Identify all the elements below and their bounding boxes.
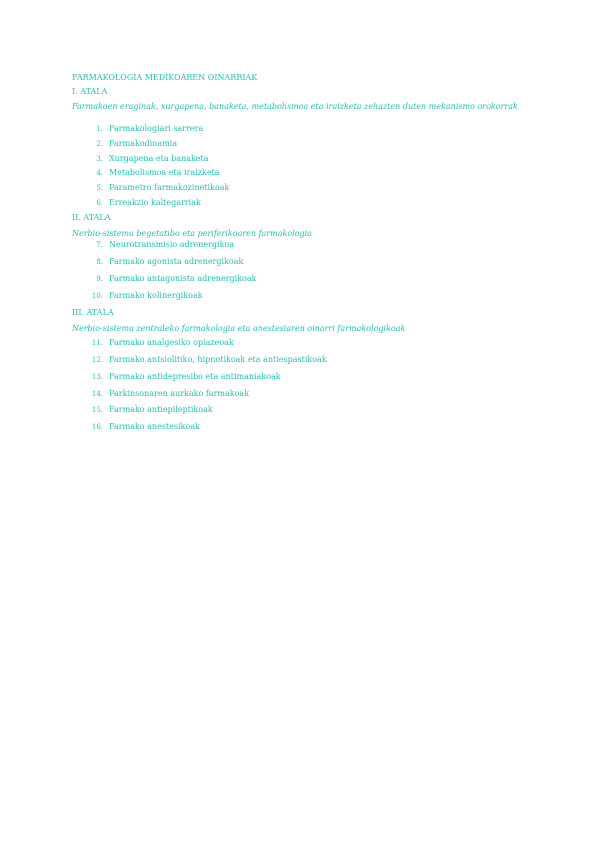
document-title: FARMAKOLOGIA MEDIKOAREN OINARRIAK xyxy=(72,73,258,82)
chapter-item xyxy=(72,168,528,178)
chapter-number: 15. xyxy=(91,406,103,414)
chapter-item xyxy=(72,124,528,134)
part-2-subtitle: Nerbio-sistema begetatibo eta periferikoaren farmakologia xyxy=(72,229,312,238)
part-2-heading: II. ATALA xyxy=(72,213,111,222)
chapter-label: Xurgapena eta banaketa xyxy=(109,154,209,163)
chapter-number: 11. xyxy=(91,339,103,347)
chapter-label: Farmako antiepileptikoak xyxy=(109,405,213,414)
chapter-number: 1. xyxy=(96,125,103,133)
chapter-number: 2. xyxy=(96,140,103,148)
chapter-item xyxy=(72,355,528,365)
chapter-item xyxy=(72,389,528,399)
chapter-number: 10. xyxy=(91,292,103,300)
chapter-label: Parametro farmakozinetikoak xyxy=(109,183,230,192)
chapter-item xyxy=(72,274,528,284)
part-1-heading: I. ATALA xyxy=(72,87,108,96)
part-3-heading: III. ATALA xyxy=(72,308,114,317)
chapter-item xyxy=(72,257,528,267)
chapter-label: Farmako analgesiko opiazeoak xyxy=(109,338,234,347)
chapter-label: Farmako agonista adrenergikoak xyxy=(109,257,244,266)
chapter-item xyxy=(72,154,528,164)
chapter-number: 5. xyxy=(96,184,103,192)
chapter-number: 6. xyxy=(96,199,103,207)
chapter-item xyxy=(72,338,528,348)
chapter-label: Farmako kolinergikoak xyxy=(109,291,203,300)
chapter-number: 8. xyxy=(96,258,103,266)
chapter-item xyxy=(72,405,528,415)
chapter-number: 7. xyxy=(96,241,103,249)
chapter-item xyxy=(72,291,528,301)
chapter-item xyxy=(72,198,528,208)
part-3-subtitle: Nerbio-sistema zentraleko farmakologia eta anestesiaren oinarri farmakologikoak xyxy=(72,324,406,333)
chapter-label: Neurotransmisio adrenergikoa xyxy=(109,240,235,249)
chapter-label: Farmako antsiolitiko, hipnotikoak eta antiespastikoak xyxy=(109,355,327,364)
chapter-label: Farmako antidepresibo eta antimaniakoak xyxy=(109,372,281,381)
chapter-label: Erreakzio kaltegarriak xyxy=(109,198,201,207)
chapter-item xyxy=(72,183,528,193)
chapter-number: 3. xyxy=(96,155,103,163)
chapter-item xyxy=(72,240,528,250)
chapter-number: 13. xyxy=(91,373,103,381)
chapter-item xyxy=(72,372,528,382)
chapter-label: Farmakologiari sarrera xyxy=(109,124,204,133)
part-1-subtitle: Farmakoen eraginak, xurgapena, banaketa, metabolismoa eta iraizketa zehazten duten mekanismo orokorrak xyxy=(72,102,518,111)
chapter-number: 9. xyxy=(96,275,103,283)
chapter-label: Metabolismoa eta iraizketa xyxy=(109,168,220,177)
chapter-number: 14. xyxy=(91,390,103,398)
chapter-item xyxy=(72,422,528,432)
chapter-number: 12. xyxy=(91,356,103,364)
chapter-label: Parkinsonaren aurkako farmakoak xyxy=(109,389,250,398)
chapter-label: Farmako anestesikoak xyxy=(109,422,200,431)
chapter-item xyxy=(72,139,528,149)
chapter-number: 4. xyxy=(96,169,103,177)
chapter-label: Farmako antagonista adrenergikoak xyxy=(109,274,257,283)
chapter-number: 16. xyxy=(91,423,103,431)
chapter-label: Farmakodinamia xyxy=(109,139,178,148)
